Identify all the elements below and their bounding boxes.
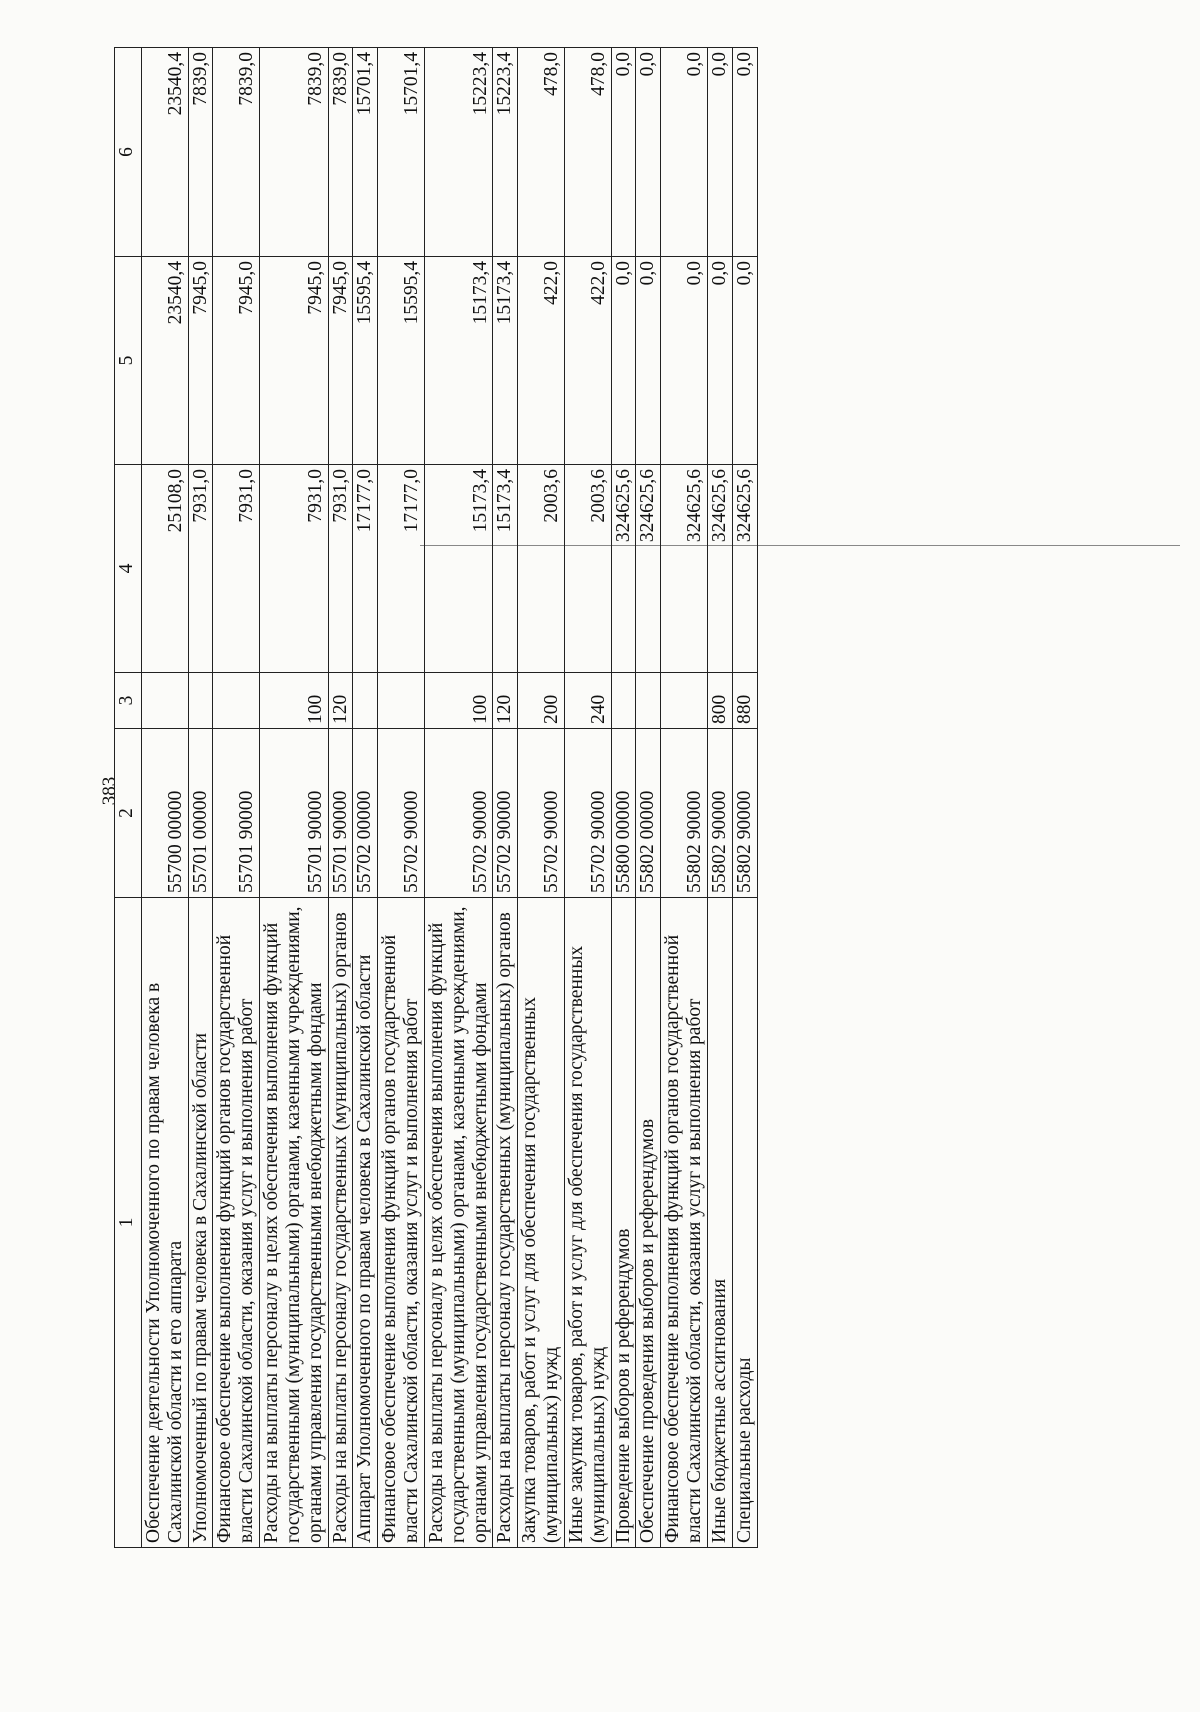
expense-type-cell: 880 — [732, 673, 757, 729]
amount-col5-cell: 7945,0 — [328, 257, 353, 465]
table-row — [260, 48, 328, 1548]
table-row — [353, 48, 378, 1548]
target-code-cell: 55700 00000 — [142, 729, 189, 898]
row-name-cell: Уполномоченный по правам человека в Сахалинской области — [188, 898, 213, 1548]
expense-type-cell: 240 — [564, 673, 611, 729]
target-code-cell: 55702 90000 — [493, 729, 518, 898]
amount-col6-cell: 15223,4 — [493, 48, 518, 257]
expense-type-cell: 120 — [493, 673, 518, 729]
table-row — [378, 48, 425, 1548]
amount-col4-cell: 17177,0 — [378, 465, 425, 673]
table-row — [518, 48, 565, 1548]
amount-col5-cell: 15595,4 — [378, 257, 425, 465]
expense-type-cell — [188, 673, 213, 729]
rotated-table-container — [114, 48, 1174, 1548]
amount-col4-cell: 7931,0 — [328, 465, 353, 673]
amount-col4-cell: 15173,4 — [424, 465, 492, 673]
expense-type-cell — [661, 673, 708, 729]
amount-col6-cell: 7839,0 — [328, 48, 353, 257]
page-number: 383 — [99, 776, 120, 806]
table-body — [142, 48, 758, 1548]
amount-col6-cell: 0,0 — [661, 48, 708, 257]
amount-col4-cell: 324625,6 — [707, 465, 732, 673]
row-name-cell: Аппарат Уполномоченного по правам человека в Сахалинской области — [353, 898, 378, 1548]
amount-col5-cell: 23540,4 — [142, 257, 189, 465]
amount-col5-cell: 0,0 — [611, 257, 636, 465]
amount-col4-cell: 15173,4 — [493, 465, 518, 673]
amount-col6-cell: 15223,4 — [424, 48, 492, 257]
amount-col4-cell: 324625,6 — [636, 465, 661, 673]
amount-col5-cell: 422,0 — [518, 257, 565, 465]
table-row — [188, 48, 213, 1548]
row-name-cell: Обеспечение деятельности Уполномоченного по правам человека в Сахалинской области и его аппарата — [142, 898, 189, 1548]
target-code-cell: 55802 90000 — [661, 729, 708, 898]
amount-col4-cell: 324625,6 — [732, 465, 757, 673]
expense-type-cell — [611, 673, 636, 729]
table-row — [424, 48, 492, 1548]
amount-col5-cell: 0,0 — [732, 257, 757, 465]
column-header: 2 — [115, 729, 142, 898]
row-name-cell: Закупка товаров, работ и услуг для обеспечения государственных (муниципальных) нужд — [518, 898, 565, 1548]
expense-type-cell — [142, 673, 189, 729]
amount-col4-cell: 7931,0 — [213, 465, 260, 673]
table-row — [707, 48, 732, 1548]
table-row — [611, 48, 636, 1548]
amount-col5-cell: 15173,4 — [424, 257, 492, 465]
column-header: 3 — [115, 673, 142, 729]
target-code-cell: 55701 90000 — [213, 729, 260, 898]
expense-type-cell — [636, 673, 661, 729]
amount-col4-cell: 2003,6 — [518, 465, 565, 673]
target-code-cell: 55800 00000 — [611, 729, 636, 898]
amount-col6-cell: 15701,4 — [353, 48, 378, 257]
target-code-cell: 55802 90000 — [707, 729, 732, 898]
amount-col6-cell: 478,0 — [518, 48, 565, 257]
row-name-cell: Расходы на выплаты персоналу государственных (муниципальных) органов — [493, 898, 518, 1548]
target-code-cell: 55802 00000 — [636, 729, 661, 898]
table-row — [661, 48, 708, 1548]
target-code-cell: 55702 90000 — [518, 729, 565, 898]
expense-type-cell — [213, 673, 260, 729]
amount-col6-cell: 478,0 — [564, 48, 611, 257]
table-row — [493, 48, 518, 1548]
amount-col4-cell: 17177,0 — [353, 465, 378, 673]
expense-type-cell — [353, 673, 378, 729]
expense-type-cell: 100 — [424, 673, 492, 729]
amount-col6-cell: 0,0 — [732, 48, 757, 257]
row-name-cell: Финансовое обеспечение выполнения функций органов государственной власти Сахалинской области, оказания услуг и выполнения работ — [378, 898, 425, 1548]
table-row — [142, 48, 189, 1548]
amount-col6-cell: 7839,0 — [213, 48, 260, 257]
target-code-cell: 55701 90000 — [328, 729, 353, 898]
amount-col4-cell: 324625,6 — [661, 465, 708, 673]
expense-type-cell: 800 — [707, 673, 732, 729]
amount-col6-cell: 0,0 — [707, 48, 732, 257]
row-name-cell: Проведение выборов и референдумов — [611, 898, 636, 1548]
amount-col5-cell: 7945,0 — [213, 257, 260, 465]
amount-col5-cell: 7945,0 — [188, 257, 213, 465]
target-code-cell: 55701 00000 — [188, 729, 213, 898]
table-row — [564, 48, 611, 1548]
table-row — [213, 48, 260, 1548]
amount-col4-cell: 324625,6 — [611, 465, 636, 673]
amount-col6-cell: 7839,0 — [188, 48, 213, 257]
amount-col6-cell: 0,0 — [611, 48, 636, 257]
row-name-cell: Финансовое обеспечение выполнения функций органов государственной власти Сахалинской области, оказания услуг и выполнения работ — [213, 898, 260, 1548]
row-name-cell: Иные бюджетные ассигнования — [707, 898, 732, 1548]
table-row — [732, 48, 757, 1548]
row-name-cell: Финансовое обеспечение выполнения функций органов государственной власти Сахалинской области, оказания услуг и выполнения работ — [661, 898, 708, 1548]
budget-table — [114, 47, 758, 1548]
target-code-cell: 55702 90000 — [564, 729, 611, 898]
target-code-cell: 55702 90000 — [424, 729, 492, 898]
target-code-cell: 55702 90000 — [378, 729, 425, 898]
column-header: 4 — [115, 465, 142, 673]
target-code-cell: 55701 90000 — [260, 729, 328, 898]
table-row — [328, 48, 353, 1548]
amount-col5-cell: 15595,4 — [353, 257, 378, 465]
expense-type-cell: 200 — [518, 673, 565, 729]
table-header-row — [115, 48, 142, 1548]
amount-col6-cell: 0,0 — [636, 48, 661, 257]
amount-col4-cell: 7931,0 — [188, 465, 213, 673]
amount-col5-cell: 422,0 — [564, 257, 611, 465]
row-name-cell: Расходы на выплаты персоналу в целях обеспечения выполнения функций государственными (муниципальными) органами, казенными учреждениями, органами управления государственными внебюджетными фондами — [260, 898, 328, 1548]
row-name-cell: Обеспечение проведения выборов и референдумов — [636, 898, 661, 1548]
target-code-cell: 55802 90000 — [732, 729, 757, 898]
amount-col5-cell: 0,0 — [707, 257, 732, 465]
amount-col5-cell: 15173,4 — [493, 257, 518, 465]
expense-type-cell: 100 — [260, 673, 328, 729]
amount-col6-cell: 7839,0 — [260, 48, 328, 257]
amount-col5-cell: 0,0 — [661, 257, 708, 465]
amount-col5-cell: 7945,0 — [260, 257, 328, 465]
row-name-cell: Специальные расходы — [732, 898, 757, 1548]
row-name-cell: Расходы на выплаты персоналу государственных (муниципальных) органов — [328, 898, 353, 1548]
expense-type-cell — [378, 673, 425, 729]
target-code-cell: 55702 00000 — [353, 729, 378, 898]
column-header: 1 — [115, 898, 142, 1548]
expense-type-cell: 120 — [328, 673, 353, 729]
amount-col6-cell: 23540,4 — [142, 48, 189, 257]
column-header: 6 — [115, 48, 142, 257]
amount-col4-cell: 7931,0 — [260, 465, 328, 673]
column-header: 5 — [115, 257, 142, 465]
amount-col5-cell: 0,0 — [636, 257, 661, 465]
amount-col4-cell: 25108,0 — [142, 465, 189, 673]
amount-col6-cell: 15701,4 — [378, 48, 425, 257]
row-name-cell: Иные закупки товаров, работ и услуг для обеспечения государственных (муниципальных) нужд — [564, 898, 611, 1548]
table-row — [636, 48, 661, 1548]
row-name-cell: Расходы на выплаты персоналу в целях обеспечения выполнения функций государственными (муниципальными) органами, казенными учреждениями, органами управления государственными внебюджетными фондами — [424, 898, 492, 1548]
amount-col4-cell: 2003,6 — [564, 465, 611, 673]
